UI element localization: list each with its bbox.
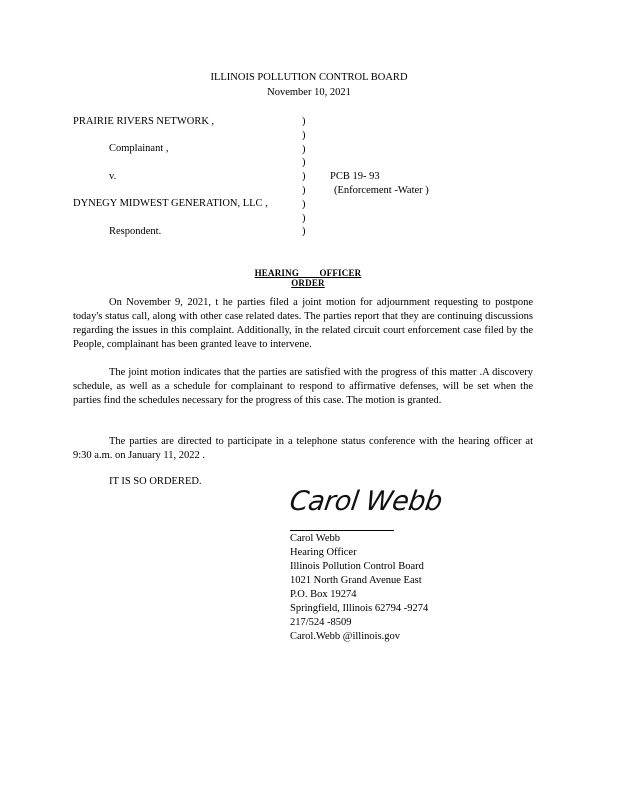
signer-title: Hearing Officer xyxy=(290,547,357,558)
signer-phone: 217/524 -8509 xyxy=(290,617,352,628)
case-caption xyxy=(73,115,268,252)
caption-paren: ) xyxy=(302,129,306,141)
complainant-role: Complainant , xyxy=(109,143,169,154)
signer-agency: Illinois Pollution Control Board xyxy=(290,561,424,572)
signer-name: Carol Webb xyxy=(290,533,340,544)
paragraph-1: On November 9, 2021, t he parties filed a joint motion for adjournment requesting to postpone today's status call, along with other case related dates. The parties report that they are continuing discussions regarding the issues in this complaint. Additionally, in the related circuit court enforcement case filed by the People, complainant has been granted leave to intervene. xyxy=(73,297,533,350)
caption-paren: ) xyxy=(302,171,306,183)
caption-paren: ) xyxy=(302,143,306,155)
signer-email: Carol.Webb @illinois.gov xyxy=(290,631,401,642)
signature-line xyxy=(290,530,394,531)
caption-paren: ) xyxy=(302,116,306,127)
case-number-block xyxy=(330,170,429,198)
caption-paren: ) xyxy=(302,157,306,169)
caption-parentheses xyxy=(302,115,306,239)
signer-street: 1021 North Grand Avenue East xyxy=(290,575,422,586)
agency-name: ILLINOIS POLLUTION CONTROL BOARD xyxy=(210,72,408,83)
caption-paren: ) xyxy=(302,198,306,210)
caption-paren: ) xyxy=(302,212,306,224)
closing-statement: IT IS SO ORDERED. xyxy=(109,476,202,487)
versus-label: v. xyxy=(109,170,117,182)
signature-block xyxy=(290,532,428,644)
order-title: HEARING OFFICER ORDER xyxy=(254,268,362,288)
caption-paren: ) xyxy=(302,226,306,238)
caption-paren: ) xyxy=(302,184,306,196)
case-type: (Enforcement -Water ) xyxy=(334,185,429,196)
paragraph-3: The parties are directed to participate in a telephone status conference with the hearing officer at 9:30 a.m. on January 11, 2022 . xyxy=(73,436,533,461)
complainant-name: PRAIRIE RIVERS NETWORK , xyxy=(73,116,215,127)
case-number: PCB 19- 93 xyxy=(330,171,380,182)
paragraph-2: The joint motion indicates that the parties are satisfied with the progress of this matter .A discovery schedule, as well as a schedule for complainant to respond to affirmative defenses, will be set when the parties find the schedules necessary for the progress of this case. The motion is granted. xyxy=(73,367,533,406)
signer-po-box: P.O. Box 19274 xyxy=(290,589,357,600)
signer-city: Springfield, Illinois 62794 -9274 xyxy=(290,603,429,614)
respondent-name: DYNEGY MIDWEST GENERATION, LLC , xyxy=(73,198,268,209)
respondent-role: Respondent. xyxy=(109,225,162,237)
handwritten-signature: Carol Webb xyxy=(287,486,444,517)
order-date: November 10, 2021 xyxy=(267,87,351,98)
